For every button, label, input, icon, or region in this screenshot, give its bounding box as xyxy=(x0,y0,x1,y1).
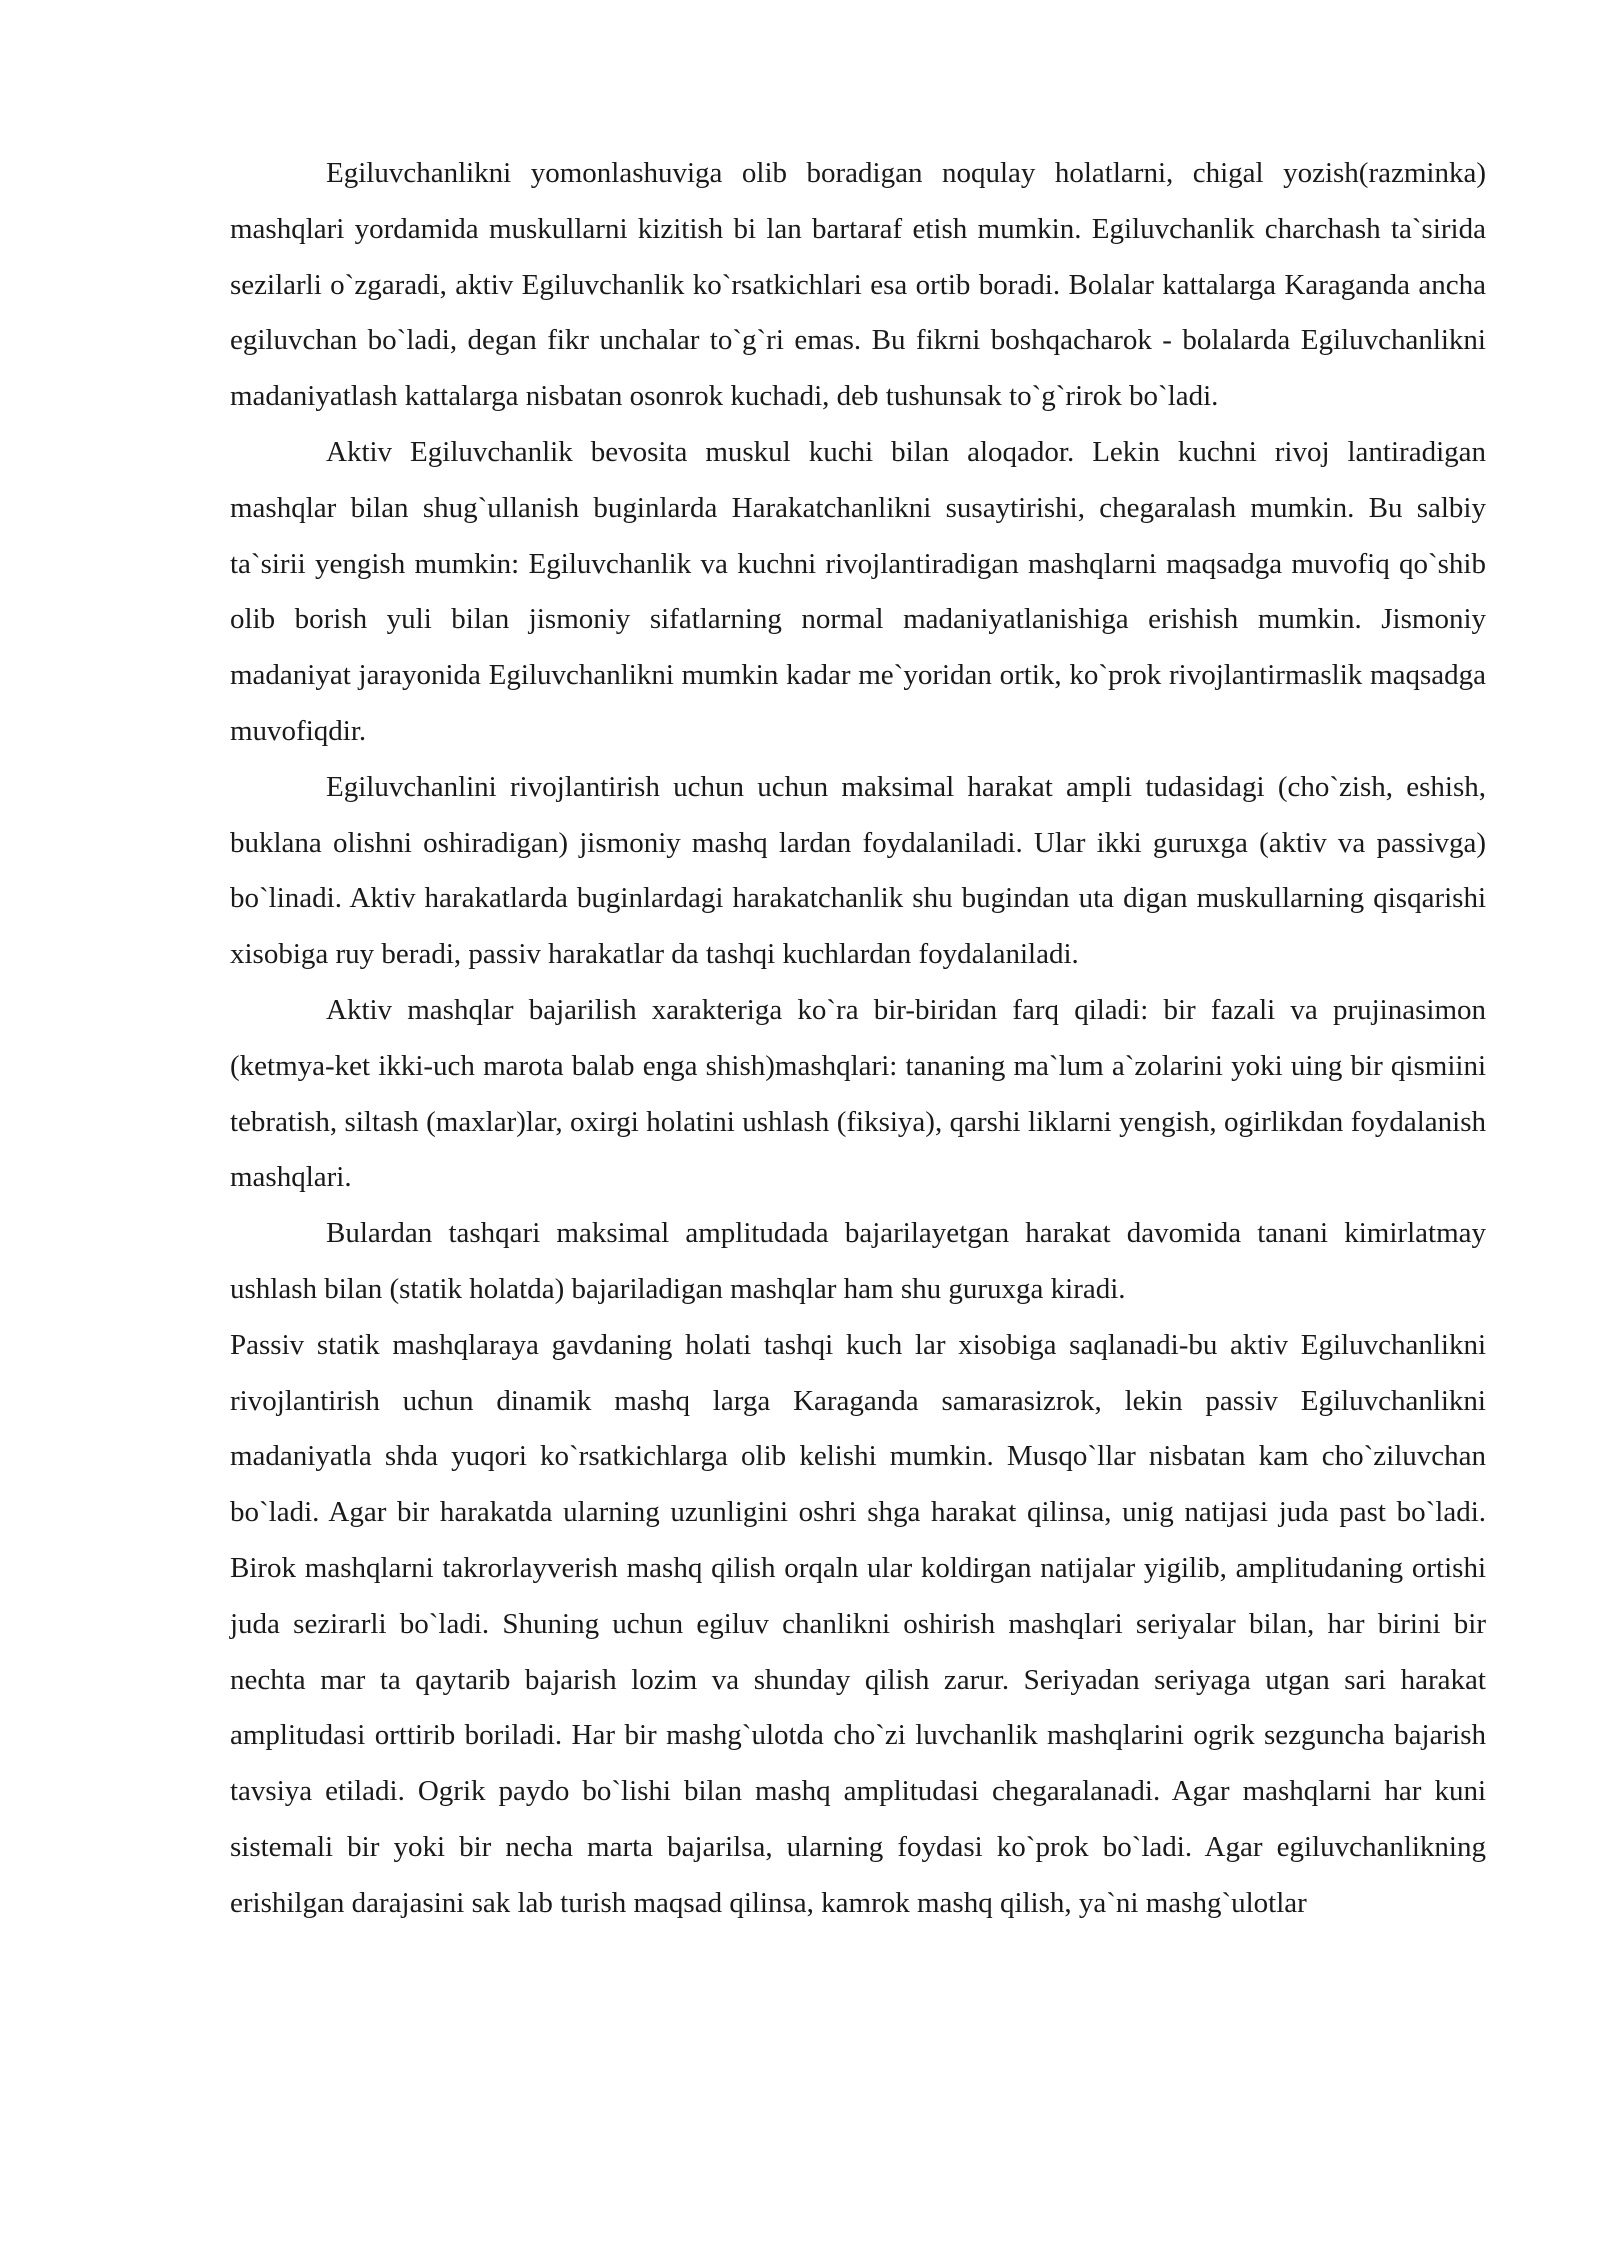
paragraph-1: Egiluvchanlikni yomonlashuviga olib boradigan noqulay holatlarni, chigal yozish(razminka) mashqlari yordamida muskullarni kizitish bi lan bartaraf etish mumkin. Egiluvchanlik charchash ta`sirida sezilarli o`zgaradi, aktiv Egiluvchanlik ko`rsatkichlari esa ortib boradi. Bolalar kattalarga Karaganda ancha egiluvchan bo`ladi, degan fikr unchalar to`g`ri emas. Bu fikrni boshqacharok - bolalarda Egiluvchanlikni madaniyatlash kattalarga nisbatan osonrok kuchadi, deb tushunsak to`g`rirok bo`ladi. xyxy=(230,157,1486,413)
paragraph-5: Bulardan tashqari maksimal amplitudada bajarilayetgan harakat davomida tanani kimirlatmay ushlash bilan (statik holatda) bajariladigan mashqlar ham shu guruxga kiradi. xyxy=(230,1217,1486,1305)
document-body xyxy=(230,146,1486,1932)
paragraph-6: Passiv statik mashqlaraya gavdaning holati tashqi kuch lar xisobiga saqlanadi-bu aktiv Egiluvchanlikni rivojlantirish uchun dinamik mashq larga Karaganda samarasizrok, lekin passiv Egiluvchanlikni madaniyatla shda yuqori ko`rsatkichlarga olib kelishi mumkin. Musqo`llar nisbatan kam cho`ziluvchan bo`ladi. Agar bir harakatda ularning uzunligini oshri shga harakat qilinsa, unig natijasi juda past bo`ladi. Birok mashqlarni takrorlayverish mashq qilish orqaln ular koldirgan natijalar yigilib, amplitudaning ortishi juda sezirarli bo`ladi. Shuning uchun egiluv chanlikni oshirish mashqlari seriyalar bilan, har birini bir nechta mar ta qaytarib bajarish lozim va shunday qilish zarur. Seriyadan seriyaga utgan sari harakat amplitudasi orttirib boriladi. Har bir mashg`ulotda cho`zi luvchanlik mashqlarini ogrik sezguncha bajarish tavsiya etiladi. Ogrik paydo bo`lishi bilan mashq amplitudasi chegaralanadi. Agar mashqlarni har kuni sistemali bir yoki bir necha marta bajarilsa, ularning foydasi ko`prok bo`ladi. Agar egiluvchanlikning erishilgan darajasini sak lab turish maqsad qilinsa, kamrok mashq qilish, ya`ni mashg`ulotlar xyxy=(230,1328,1486,1919)
paragraph-3: Egiluvchanlini rivojlantirish uchun uchun maksimal harakat ampli tudasidagi (cho`zish, eshish, buklana olishni oshiradigan) jismoniy mashq lardan foydalaniladi. Ular ikki guruxga (aktiv va passivga) bo`linadi. Aktiv harakatlarda buginlardagi harakatchanlik shu bugindan uta digan muskullarning qisqarishi xisobiga ruy beradi, passiv harakatlar da tashqi kuchlardan foydalaniladi. xyxy=(230,770,1486,971)
paragraph-2: Aktiv Egiluvchanlik bevosita muskul kuchi bilan aloqador. Lekin kuchni rivoj lantiradigan mashqlar bilan shug`ullanish buginlarda Harakatchanlikni susaytirishi, chegaralash mumkin. Bu salbiy ta`sirii yengish mumkin: Egiluvchanlik va kuchni rivojlantiradigan mashqlarni maqsadga muvofiq qo`shib olib borish yuli bilan jismoniy sifatlarning normal madaniyatlanishiga erishish mumkin. Jismoniy madaniyat jarayonida Egiluvchanlikni mumkin kadar me`yoridan ortik, ko`prok rivojlantirmaslik maqsadga muvofiqdir. xyxy=(230,435,1486,747)
paragraph-4: Aktiv mashqlar bajarilish xarakteriga ko`ra bir-biridan farq qiladi: bir fazali va prujinasimon (ketmya-ket ikki-uch marota balab enga shish)mashqlari: tananing ma`lum a`zolarini yoki uing bir qismiini tebratish, siltash (maxlar)lar, oxirgi holatini ushlash (fiksiya), qarshi liklarni yengish, ogirlikdan foydalanish mashqlari. xyxy=(230,993,1486,1194)
